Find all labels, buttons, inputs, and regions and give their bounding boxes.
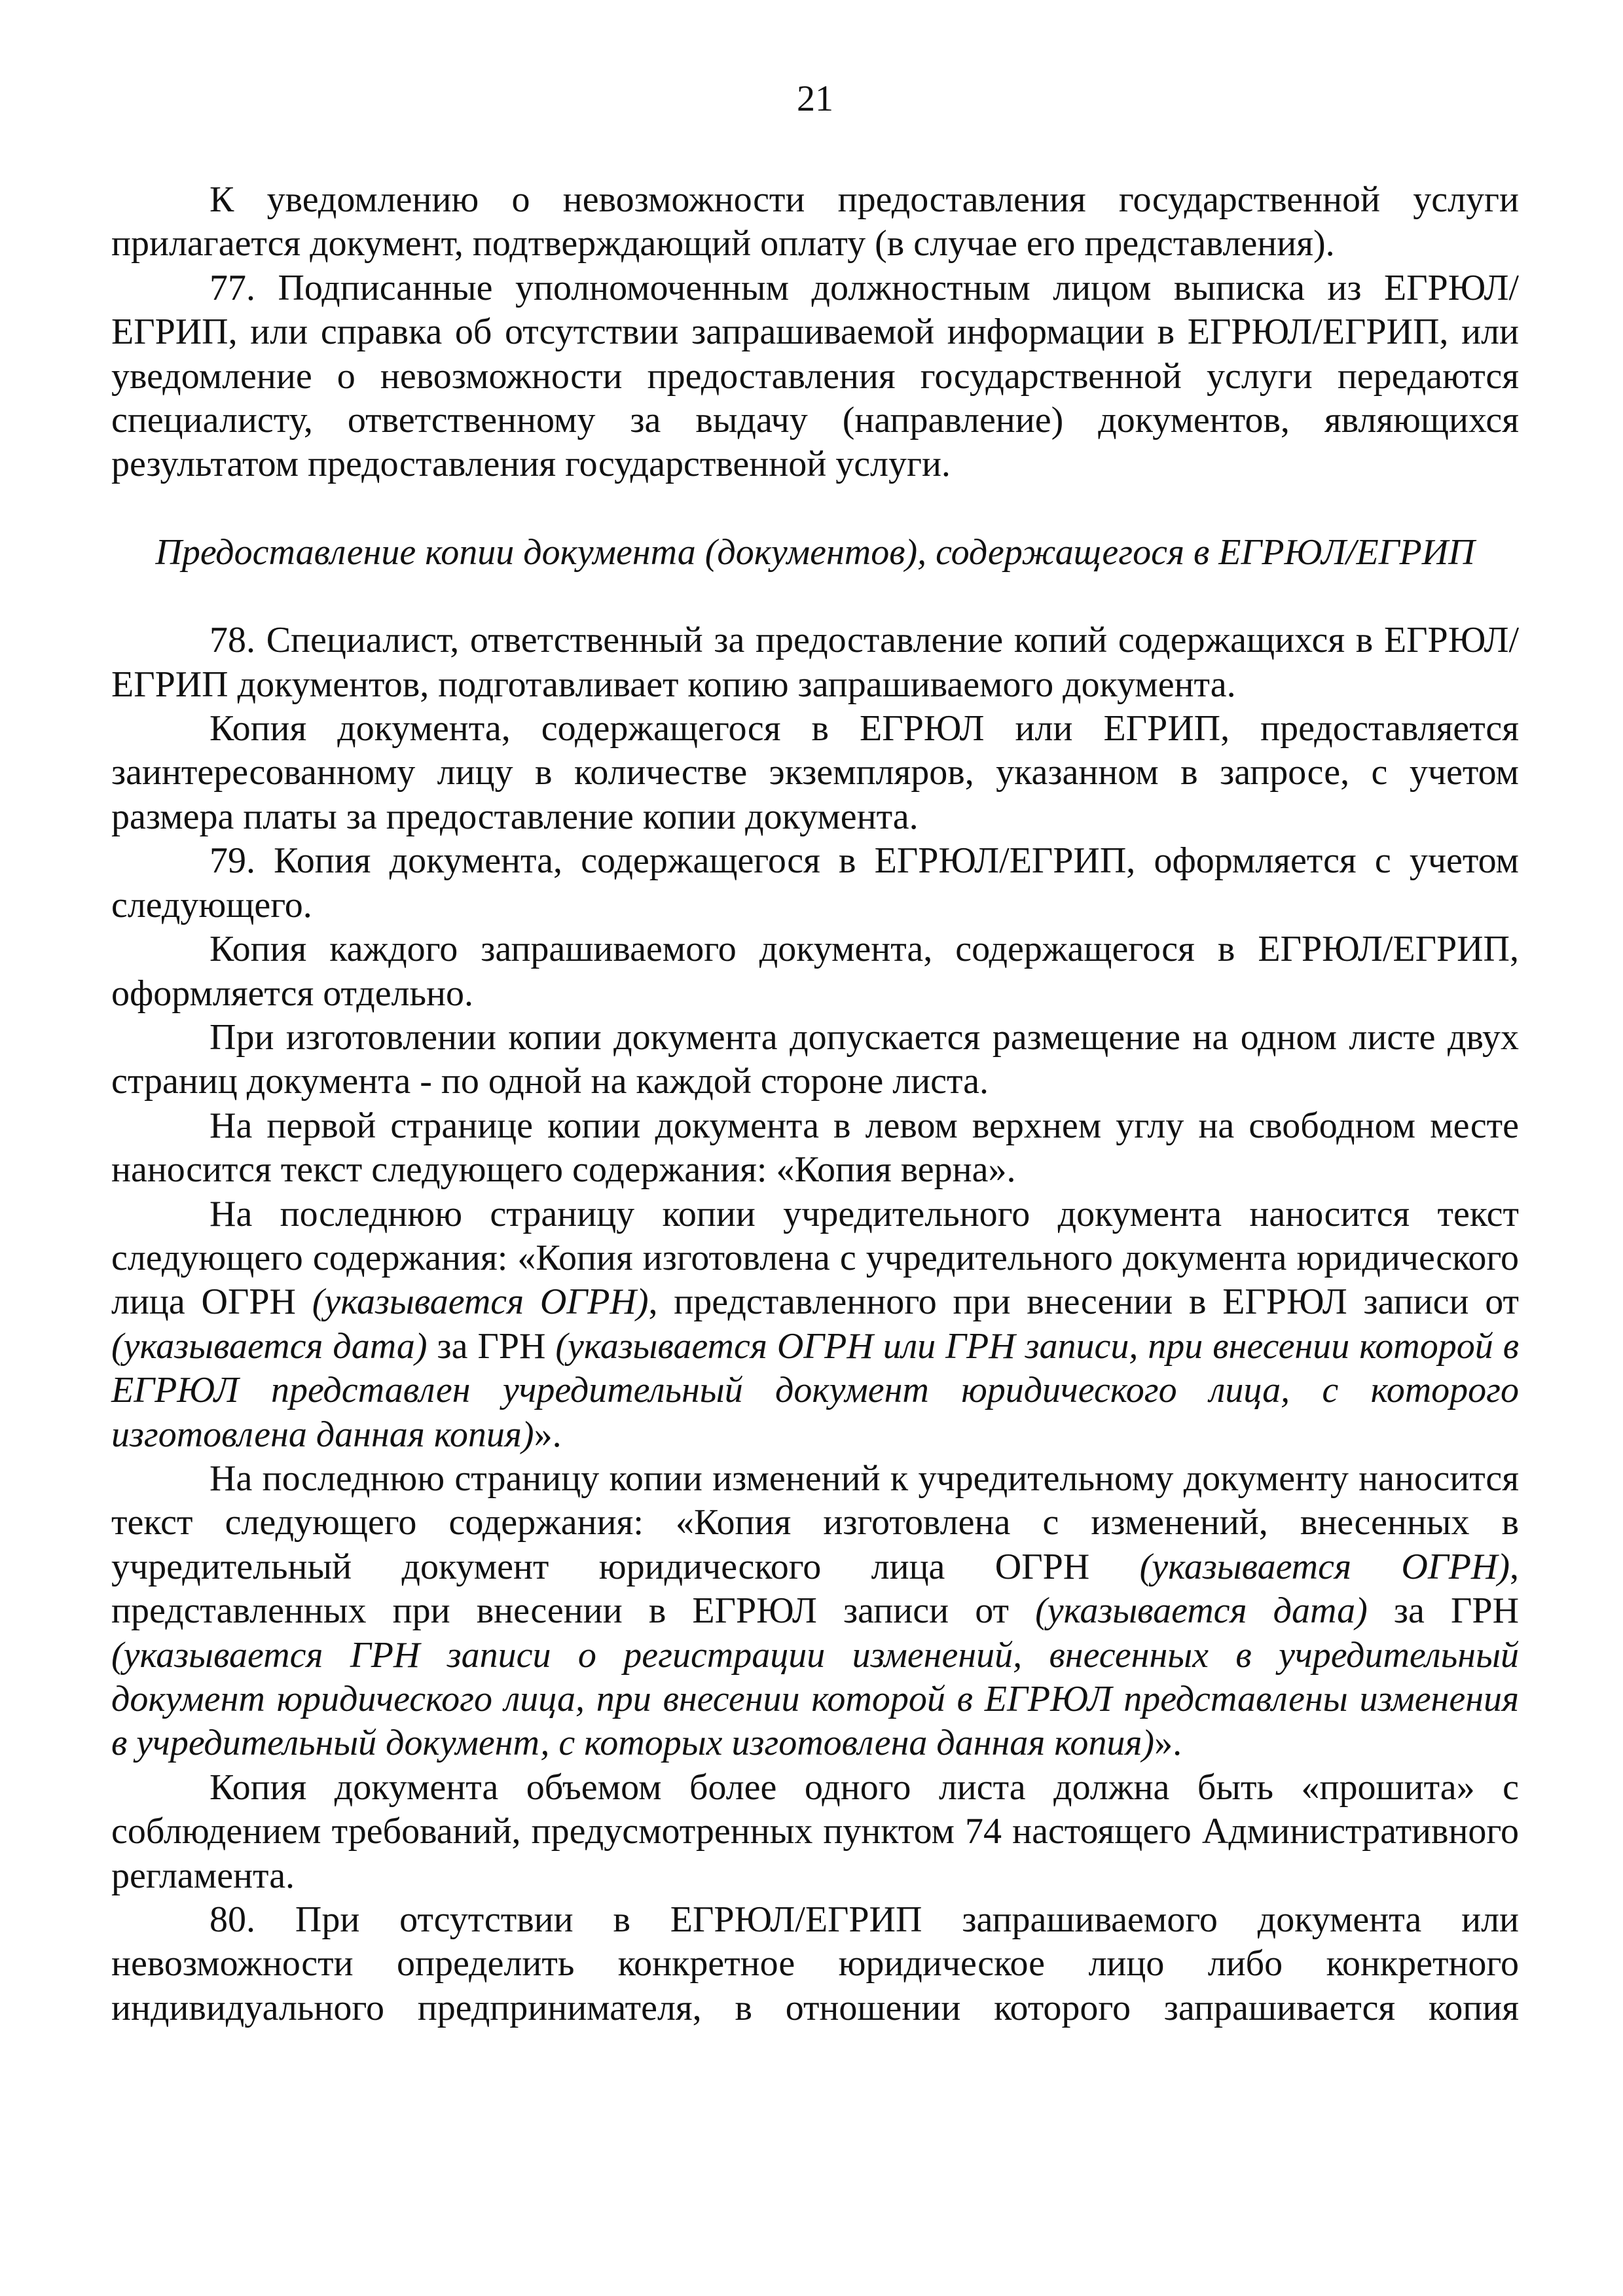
text-run: , представленных при внесении в ЕГРЮЛ записи от [111, 1546, 1519, 1632]
paragraph [111, 619, 1519, 707]
paragraph [111, 1457, 1519, 1766]
paragraph [111, 1898, 1519, 2030]
paragraph [111, 178, 1519, 266]
text-run: , представленного при внесении в ЕГРЮЛ записи от [648, 1282, 1520, 1323]
text-run: При изготовлении копии документа допускается размещение на одном листе двух страниц документа - по одной на каждой стороне листа. [111, 1016, 1519, 1102]
text-run: Копия документа объемом более одного листа должна быть «прошита» с соблюдением требований, предусмотренных пунктом 74 настоящего Административного регламента. [111, 1767, 1519, 1896]
paragraph [111, 927, 1519, 1016]
paragraph [111, 1766, 1519, 1898]
text-run: Копия каждого запрашиваемого документа, содержащегося в ЕГРЮЛ/ЕГРИП, оформляется отдельно. [111, 929, 1519, 1014]
text-run: 78. Специалист, ответственный за предоставление копий содержащихся в ЕГРЮЛ/ЕГРИП документов, подготавливает копию запрашиваемого документа. [111, 620, 1519, 705]
italic-text: Предоставление копии документа (документов), содержащегося в ЕГРЮЛ/ЕГРИП [155, 531, 1475, 573]
text-run: ». [1154, 1723, 1182, 1764]
paragraph [111, 1104, 1519, 1193]
text-run: К уведомлению о невозможности предоставления государственной услуги прилагается документ, подтверждающий оплату (в случае его представления). [111, 179, 1519, 264]
text-run: за ГРН [427, 1325, 556, 1367]
text-run: На последнюю страницу копии учредительного документа наносится текст следующего содержания: «Копия изготовлена с учредительного документа юридического лица ОГРН [111, 1193, 1519, 1323]
text-run: 79. Копия документа, содержащегося в ЕГРЮЛ/ЕГРИП, оформляется с учетом следующего. [111, 840, 1519, 925]
paragraph [111, 707, 1519, 839]
paragraph [111, 1193, 1519, 1457]
text-run: На последнюю страницу копии изменений к учредительному документу наносится текст следующего содержания: «Копия изготовлена с изменений, внесенных в учредительный документ юридического лица ОГРН [111, 1458, 1519, 1587]
paragraph [111, 1016, 1519, 1104]
italic-text: (указывается ОГРН) [312, 1282, 649, 1323]
text-run: за ГРН [1367, 1590, 1520, 1632]
section-heading [111, 531, 1519, 575]
text-run: 77. Подписанные уполномоченным должностным лицом выписка из ЕГРЮЛ/ЕГРИП, или справка об отсутствии запрашиваемой информации в ЕГРЮЛ/ЕГРИП, или уведомление о невозможности предоставления государственной услуги передаются специалисту, ответственному за выдачу (направление) документов, являющихся результатом предоставления государственной услуги. [111, 267, 1519, 485]
text-run: ». [534, 1414, 562, 1455]
text-run: Копия документа, содержащегося в ЕГРЮЛ или ЕГРИП, предоставляется заинтересованному лицу в количестве экземпляров, указанном в запросе, с учетом размера платы за предоставление копии документа. [111, 708, 1519, 837]
paragraph [111, 839, 1519, 927]
document-body [111, 178, 1519, 2030]
italic-text: (указывается дата) [1035, 1590, 1368, 1632]
italic-text: (указывается ОГРН) [1139, 1546, 1510, 1587]
page-number: 21 [797, 79, 833, 119]
text-run: 80. При отсутствии в ЕГРЮЛ/ЕГРИП запрашиваемого документа или невозможности определить конкретное юридическое лицо либо конкретного индивидуального предпринимателя, в отношении которого запрашивается копия [111, 1899, 1519, 2028]
text-run: На первой странице копии документа в левом верхнем углу на свободном месте наносится текст следующего содержания: «Копия верна». [111, 1105, 1519, 1191]
italic-text: (указывается ОГРН или ГРН записи, при внесении которой в ЕГРЮЛ представлен учредительный документ юридического лица, с которого изготовлена данная копия) [111, 1325, 1520, 1455]
italic-text: (указывается ГРН записи о регистрации изменений, внесенных в учредительный документ юридического лица, при внесении которой в ЕГРЮЛ представлены изменения в учредительный документ, с которых изготовлена данная копия) [111, 1634, 1519, 1764]
paragraph [111, 266, 1519, 487]
italic-text: (указывается дата) [111, 1325, 428, 1367]
